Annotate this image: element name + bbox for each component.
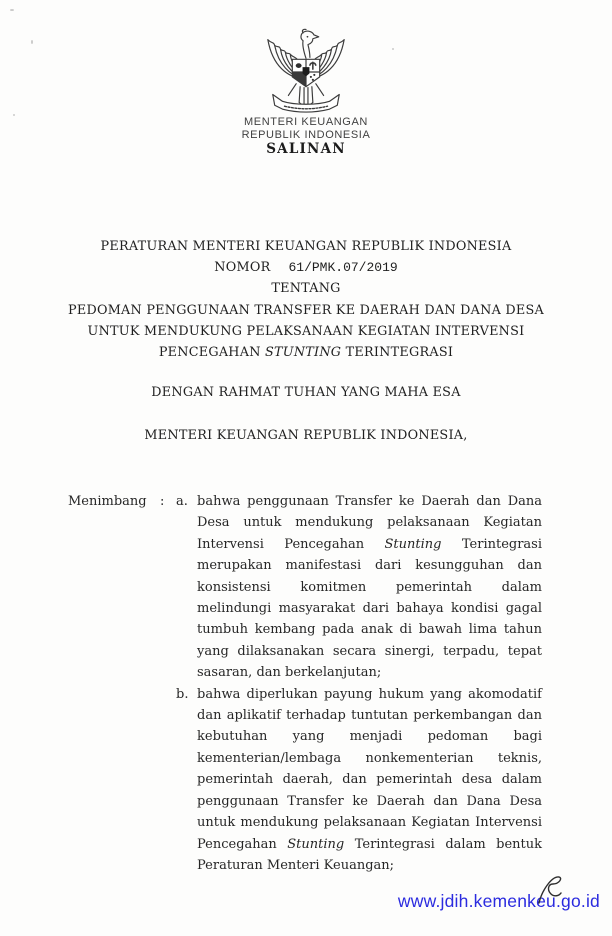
menimbang-section xyxy=(68,491,542,876)
menimbang-item-a xyxy=(176,491,542,684)
item-a-part3: Terintegrasi merupakan manifestasi dari kesungguhan dan konsistensi komitmen pemerintah dalam melindungi masyarakat dari bahaya kondisi gagal tumbuh kembang pada anak di bawah lima tahun yang dilaksanakan secara sinergi, terpadu, tepat sasaran, dan berkelanjutan; xyxy=(197,536,543,681)
regulation-title-block xyxy=(0,236,612,363)
subject-line3 xyxy=(0,342,612,363)
item-b-part1: bahwa diperlukan payung hukum yang akomodatif dan aplikatif terhadap tuntutan perkembangan dan kebutuhan yang menjadi pedoman bagi kementerian/lembaga nonkementerian teknis, pemerintah daerah, dan pemerintah desa dalam penggunaan Transfer ke Daerah dan Dana Desa untuk mendukung pelaksanaan Kegiatan Intervensi Pencegahan xyxy=(197,686,542,852)
nomor-label: NOMOR xyxy=(214,260,271,276)
menimbang-colon: : xyxy=(160,494,165,509)
item-b-part3: Terintegrasi dalam bentuk Peraturan Menteri Keuangan; xyxy=(197,836,542,873)
subject-line3-post: TERINTEGRASI xyxy=(341,345,454,361)
ministry-name-line1: MENTERI KEUANGAN xyxy=(244,116,368,128)
tentang-label: TENTANG xyxy=(271,281,341,297)
subject-line3-pre: PENCEGAHAN xyxy=(158,345,265,361)
regulation-title-line: PERATURAN MENTERI KEUANGAN REPUBLIK INDONESIA xyxy=(100,239,512,254)
eagle-head xyxy=(301,31,319,58)
garuda-pancasila-emblem-icon xyxy=(254,28,358,116)
copy-stamp-salinan: SALINAN xyxy=(266,141,346,157)
authority-line: MENTERI KEUANGAN REPUBLIK INDONESIA, xyxy=(144,428,468,443)
handwritten-paraf-icon xyxy=(532,872,574,910)
item-a-part1: bahwa penggunaan Transfer ke Daerah dan Dana Desa untuk mendukung pelaksanaan Kegiatan Intervensi Pencegahan xyxy=(197,494,542,552)
regulation-number-line xyxy=(0,257,612,278)
item-text xyxy=(197,684,542,877)
subject-line3-stunting: STUNTING xyxy=(264,345,342,361)
footer-url: www.jdih.kemenkeu.go.id xyxy=(397,891,600,911)
ministry-name-line2: REPUBLIK INDONESIA xyxy=(241,129,371,141)
menimbang-items xyxy=(176,491,542,876)
invocation-line: DENGAN RAHMAT TUHAN YANG MAHA ESA xyxy=(151,385,461,400)
item-marker: a. xyxy=(176,494,188,509)
item-text xyxy=(197,491,542,684)
menimbang-label: Menimbang xyxy=(68,494,147,509)
subject-line1: PEDOMAN PENGGUNAAN TRANSFER KE DAERAH DAN DANA DESA xyxy=(68,302,544,318)
letterhead xyxy=(0,28,612,157)
subject-line2: UNTUK MENDUKUNG PELAKSANAAN KEGIATAN INTERVENSI xyxy=(87,323,525,339)
tail-feathers xyxy=(299,87,313,106)
motto-ribbon xyxy=(273,94,339,112)
scan-speck xyxy=(10,9,14,11)
item-marker: b. xyxy=(176,686,189,702)
pancasila-shield xyxy=(292,59,319,86)
item-a-stunting: Stunting xyxy=(384,536,442,552)
item-b-stunting: Stunting xyxy=(287,836,345,852)
nomor-value: 61/PMK.07/2019 xyxy=(288,260,398,276)
menimbang-item-b xyxy=(176,684,542,877)
